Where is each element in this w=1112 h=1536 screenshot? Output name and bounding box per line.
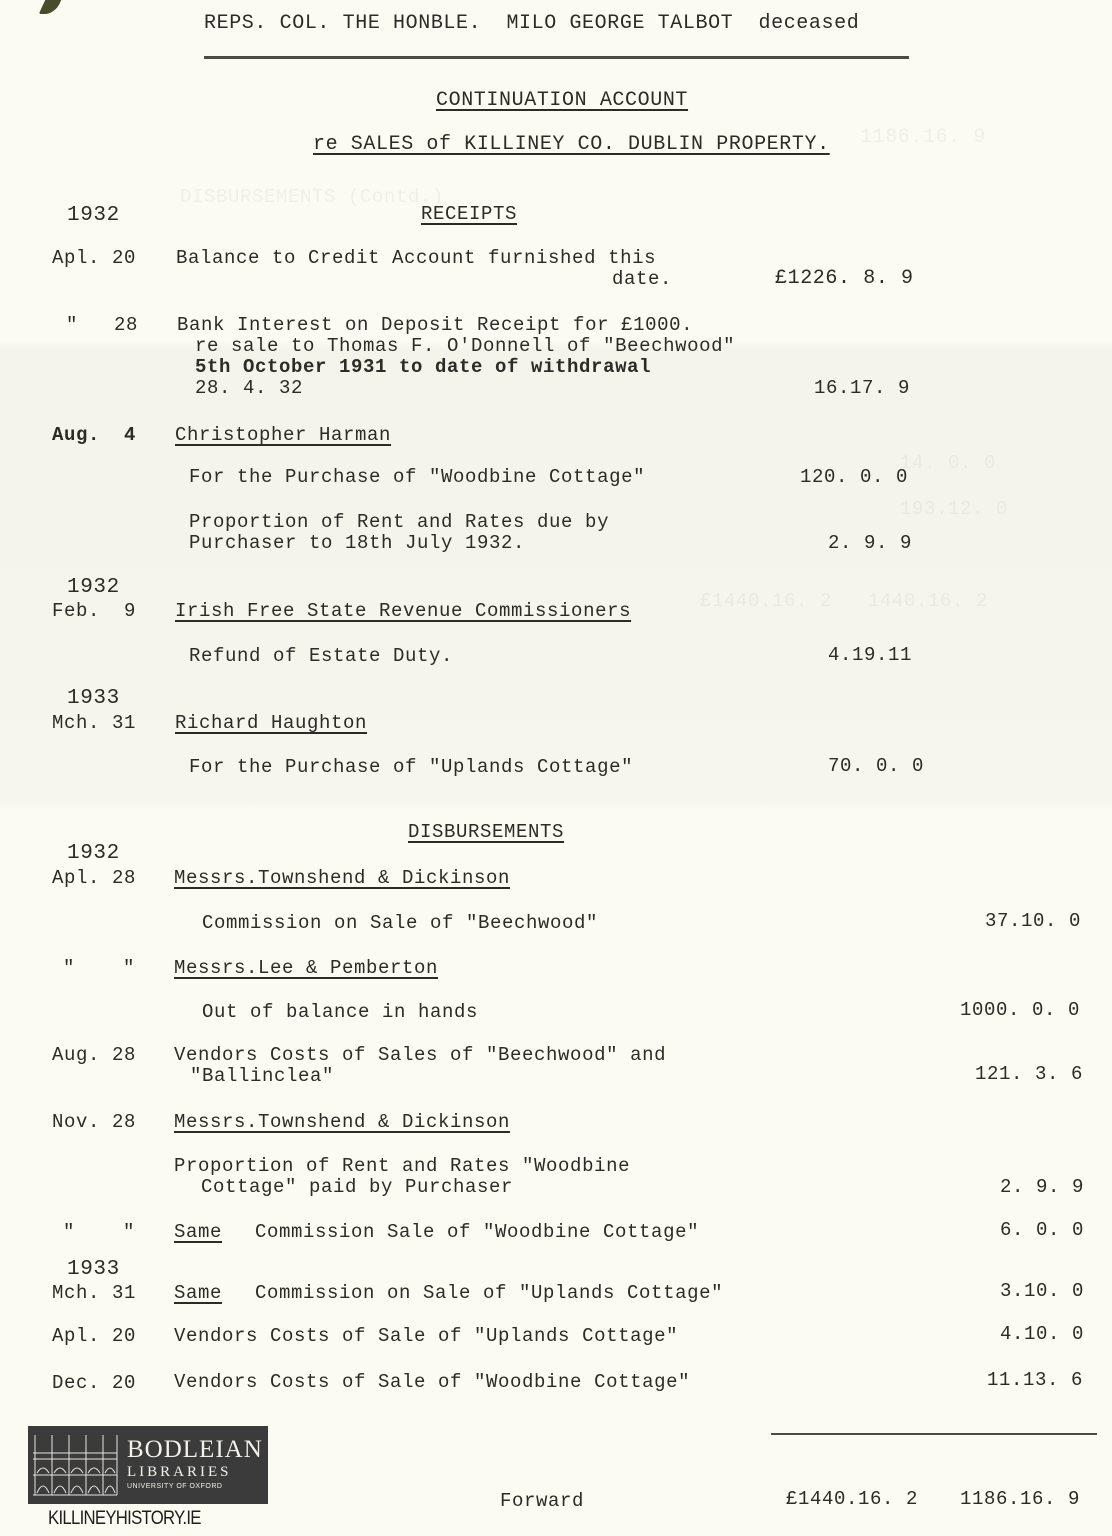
bleed-through: 1186.16. 9 (860, 126, 987, 149)
entry-description: Commission on Sale of "Beechwood" (202, 912, 599, 934)
entry-description: For the Purchase of "Uplands Cottage" (189, 756, 634, 778)
document-subtitle: CONTINUATION ACCOUNT (436, 89, 689, 112)
entry-amount: 2. 9. 9 (828, 532, 913, 554)
entry-payee: Irish Free State Revenue Commissioners (175, 600, 632, 622)
entry-description: "Ballinclea" (190, 1065, 335, 1087)
entry-payee: Christopher Harman (175, 424, 392, 446)
logo-university: UNIVERSITY OF OXFORD (127, 1483, 223, 1490)
entry-description: For the Purchase of "Woodbine Cottage" (189, 466, 646, 488)
entry-description: Cottage" paid by Purchaser (201, 1176, 514, 1198)
entry-description: date. (612, 268, 673, 290)
entry-year: 1933 (67, 1258, 120, 1281)
entry-date: Dec. 20 (52, 1372, 137, 1394)
entry-description: Vendors Costs of Sale of "Uplands Cottage" (174, 1325, 679, 1347)
document-title: REPS. COL. THE HONBLE. MILO GEORGE TALBOT deceased (204, 12, 860, 35)
document-subject: re SALES of KILLINEY CO. DUBLIN PROPERTY. (313, 133, 830, 156)
disbursements-total: 1186.16. 9 (960, 1488, 1081, 1510)
entry-description: Proportion of Rent and Rates "Woodbine (174, 1155, 631, 1177)
entry-same-ref: Same (174, 1221, 223, 1243)
entry-payee: Richard Haughton (175, 712, 368, 734)
entry-year: 1932 (67, 842, 120, 865)
page-corner-mark (39, 0, 62, 14)
entry-description: re sale to Thomas F. O'Donnell of "Beechwood" (195, 335, 736, 357)
bleed-through: £1440.16. 2 1440.16. 2 (700, 590, 989, 612)
entry-year: 1932 (67, 204, 120, 227)
entry-date-ditto: " " (63, 1221, 136, 1243)
entry-amount: 16.17. 9 (814, 377, 911, 399)
logo-org-sub: LIBRARIES (127, 1464, 232, 1480)
logo-text (127, 1437, 263, 1493)
receipts-heading: RECEIPTS (421, 203, 518, 225)
entry-description: 28. 4. 32 (195, 377, 304, 399)
entry-description: Bank Interest on Deposit Receipt for £1000. (177, 314, 694, 336)
entry-description: Out of balance in hands (202, 1001, 479, 1023)
entry-date: Apl. 20 (52, 247, 137, 269)
title-rule (204, 56, 909, 59)
entry-date-ditto: " " (63, 957, 136, 979)
entry-date: Aug. 4 (52, 424, 137, 446)
totals-rule (771, 1433, 1097, 1435)
entry-year: 1933 (67, 687, 120, 710)
entry-description: Purchaser to 18th July 1932. (189, 532, 526, 554)
entry-payee: Messrs.Lee & Pemberton (174, 957, 439, 979)
building-icon (31, 1433, 119, 1497)
forward-label: Forward (500, 1490, 585, 1512)
entry-description: Vendors Costs of Sale of "Woodbine Cottage" (174, 1371, 691, 1393)
entry-amount: 2. 9. 9 (1000, 1176, 1085, 1198)
entry-date: " 28 (66, 314, 139, 336)
entry-same-ref: Same (174, 1282, 223, 1304)
entry-amount: 120. 0. 0 (800, 466, 909, 488)
site-credit: KILLINEYHISTORY.IE (48, 1508, 201, 1529)
entry-amount: 37.10. 0 (985, 910, 1082, 932)
bleed-through: DISBURSEMENTS (Contd.) (180, 186, 445, 208)
entry-year: 1932 (67, 576, 120, 599)
entry-amount: 4.10. 0 (1000, 1323, 1085, 1345)
entry-payee: Messrs.Townshend & Dickinson (174, 867, 511, 889)
entry-date: Apl. 20 (52, 1325, 137, 1347)
entry-description: Commission on Sale of "Uplands Cottage" (255, 1282, 724, 1304)
bleed-through: 193.12. 0 (900, 498, 1009, 520)
entry-description: Refund of Estate Duty. (189, 645, 454, 667)
entry-description: Proportion of Rent and Rates due by (189, 511, 610, 533)
entry-date: Aug. 28 (52, 1044, 137, 1066)
receipts-total: £1440.16. 2 (786, 1488, 919, 1510)
entry-amount: 121. 3. 6 (975, 1063, 1084, 1085)
entry-amount: 11.13. 6 (987, 1369, 1084, 1391)
entry-payee: Messrs.Townshend & Dickinson (174, 1111, 511, 1133)
entry-amount: 70. 0. 0 (828, 755, 925, 777)
entry-description: 5th October 1931 to date of withdrawal (195, 356, 652, 378)
entry-date: Apl. 28 (52, 867, 137, 889)
bleed-through: 14. 0. 0 (900, 452, 997, 474)
entry-date: Mch. 31 (52, 712, 137, 734)
entry-date: Nov. 28 (52, 1111, 137, 1133)
entry-description: Vendors Costs of Sales of "Beechwood" and (174, 1044, 667, 1066)
logo-org: BODLEIAN (127, 1436, 263, 1463)
entry-date: Feb. 9 (52, 600, 137, 622)
entry-description: Balance to Credit Account furnished this (176, 247, 657, 269)
entry-amount: 4.19.11 (828, 644, 913, 666)
disbursements-heading: DISBURSEMENTS (408, 821, 565, 843)
bodleian-logo (28, 1426, 268, 1504)
entry-description: Commission Sale of "Woodbine Cottage" (255, 1221, 700, 1243)
entry-date: Mch. 31 (52, 1282, 137, 1304)
entry-amount: 1000. 0. 0 (960, 999, 1081, 1021)
entry-amount: 3.10. 0 (1000, 1280, 1085, 1302)
entry-amount: £1226. 8. 9 (775, 267, 914, 290)
entry-amount: 6. 0. 0 (1000, 1219, 1085, 1241)
